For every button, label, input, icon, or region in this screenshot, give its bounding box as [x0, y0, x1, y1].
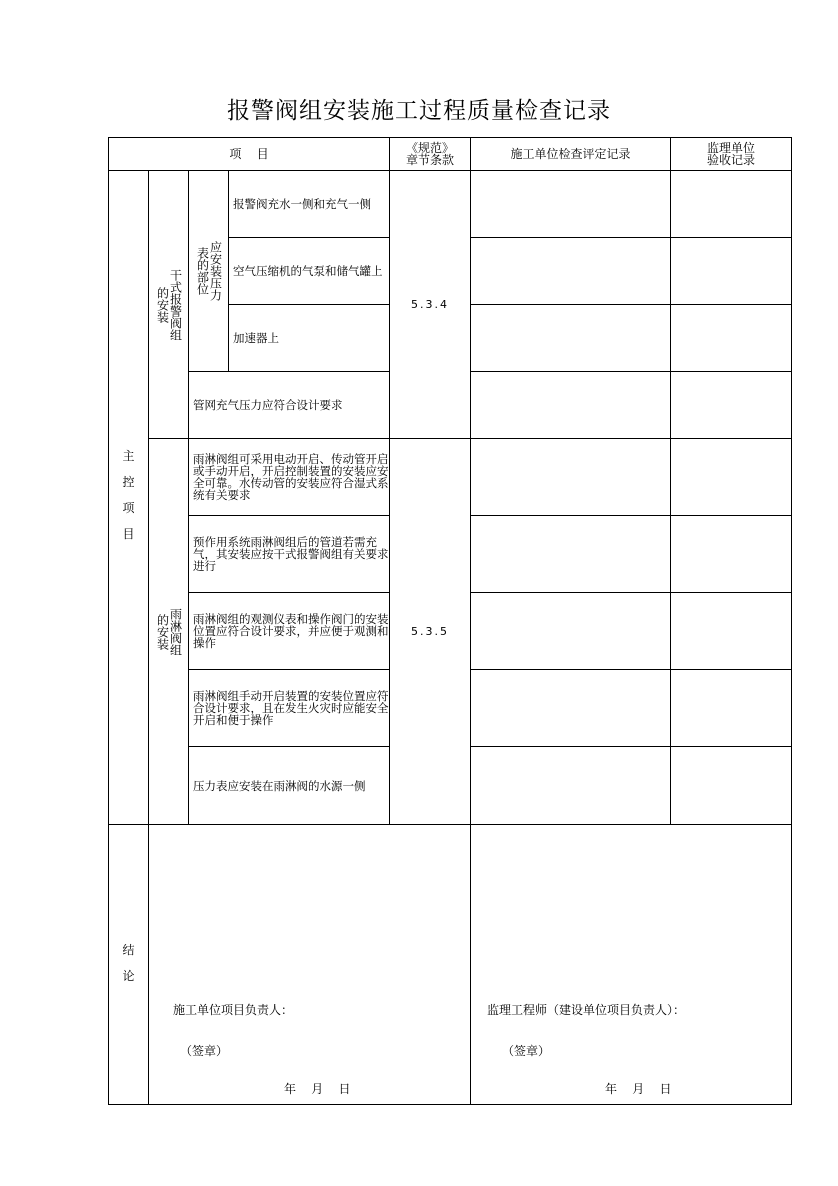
construction-record-cell[interactable]: [471, 171, 670, 824]
supervision-stamp: （签章）: [502, 1044, 551, 1058]
construction-stamp: （签章）: [180, 1044, 229, 1058]
deluge-row-4: 雨淋阀组手动开启装置的安装位置应符合设计要求，且在发生火灾时应能安全开启和便于操作: [193, 689, 389, 727]
header-item: 项 目: [229, 146, 269, 161]
dry-sub-label: 应安装压力表的部位: [195, 241, 223, 301]
dry-row-1: 报警阀充水一侧和充气一侧: [233, 197, 371, 211]
main-control-label: 主 控 项 目: [122, 449, 135, 541]
header-supervision: [671, 138, 791, 170]
header-spec-clause: [390, 138, 470, 170]
page-title: 报警阀组安装施工过程质量检查记录: [227, 98, 611, 124]
supervision-date: 年 月 日: [605, 1082, 672, 1096]
deluge-clause: 5.3.5: [411, 625, 449, 638]
construction-person-label: 施工单位项目负责人：: [173, 1003, 294, 1017]
dry-group-label: 干式报警阀组的安装: [155, 268, 183, 341]
construction-date: 年 月 日: [284, 1082, 351, 1096]
header-supervision-line1: 监理单位: [706, 141, 755, 155]
supervision-record-cell[interactable]: [671, 171, 791, 824]
header-spec-line1: 《规范》: [405, 141, 454, 155]
dry-row-3: 加速器上: [233, 331, 279, 345]
dry-clause: 5.3.4: [411, 298, 449, 311]
deluge-row-5: 压力表应安装在雨淋阀的水源一侧: [193, 778, 366, 793]
deluge-row-3: 雨淋阀组的观测仪表和操作阀门的安装位置应符合设计要求，并应便于观测和操作: [193, 612, 389, 650]
header-supervision-line2: 验收记录: [706, 153, 755, 167]
dry-pressure-row: 管网充气压力应符合设计要求: [193, 398, 343, 412]
conclusion-label: 结 论: [122, 943, 135, 983]
dry-row-2: 空气压缩机的气泵和储气罐上: [233, 264, 383, 278]
header-construction: 施工单位检查评定记录: [510, 146, 631, 161]
deluge-group-label: 雨淋阀组的安装: [155, 607, 183, 656]
supervision-person-label: 监理工程师（建设单位项目负责人）：: [487, 1003, 686, 1017]
header-spec-line2: 章节条款: [405, 153, 454, 167]
deluge-row-1: 雨淋阀组可采用电动开启、传动管开启或手动开启，开启控制装置的安装应安全可靠。水传动管的安装应符合湿式系统有关要求: [193, 452, 389, 502]
deluge-row-2: 预作用系统雨淋阀组后的管道若需充气，其安装应按干式报警阀组有关要求进行: [193, 535, 389, 573]
